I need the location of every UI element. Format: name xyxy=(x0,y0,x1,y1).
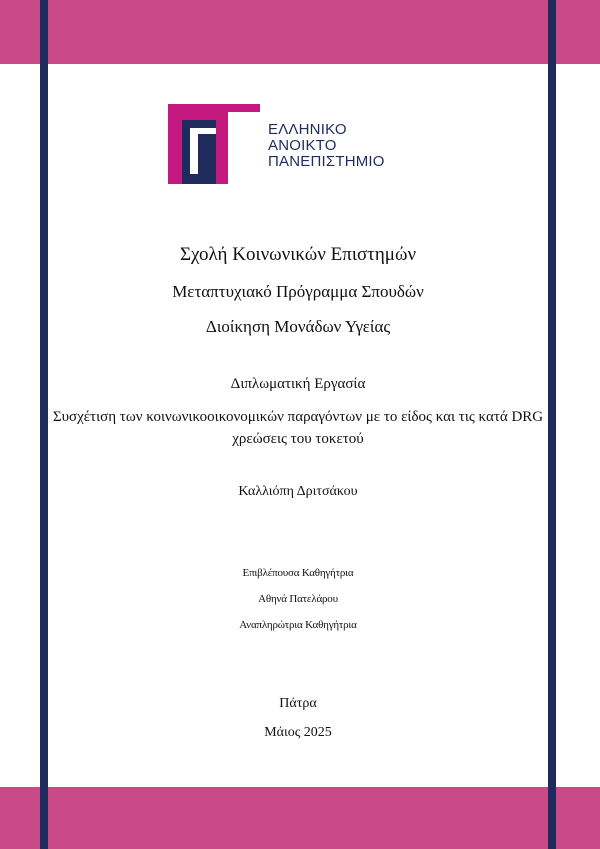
logo-mark-icon xyxy=(168,104,268,184)
top-decorative-band xyxy=(0,0,600,64)
logo-line-2: ΑΝΟΙΚΤΟ xyxy=(268,137,337,154)
logo-line-1: ΕΛΛΗΝΙΚΟ xyxy=(268,122,347,138)
thesis-type: Διπλωματική Εργασία xyxy=(230,376,366,392)
author-name: Καλλιόπη Δριτσάκου xyxy=(238,484,358,499)
specialization-name: Διοίκηση Μονάδων Υγείας xyxy=(205,317,391,336)
bottom-decorative-band xyxy=(0,787,600,849)
left-frame-line xyxy=(40,0,48,849)
university-logo xyxy=(168,104,420,184)
supervisor-role: Επιβλέπουσα Καθηγήτρια xyxy=(242,567,354,579)
logo-line-3: ΠΑΝΕΠΙΣΤΗΜΙΟ xyxy=(268,153,385,170)
date: Μάιος 2025 xyxy=(264,725,332,740)
program-name: Μεταπτυχιακό Πρόγραμμα Σπουδών xyxy=(172,282,424,301)
supervisor-name: Αθηνά Πατελάρου xyxy=(258,593,338,605)
thesis-title: Συσχέτιση των κοινωνικοοικονομικών παραγόντων με το είδος και τις κατά DRG χρεώσεις του τοκετού xyxy=(52,409,544,447)
supervisor-title: Αναπληρώτρια Καθηγήτρια xyxy=(239,619,357,631)
city: Πάτρα xyxy=(279,696,317,711)
school-name: Σχολή Κοινωνικών Επιστημών xyxy=(179,244,417,265)
right-frame-line xyxy=(548,0,556,849)
logo-text xyxy=(268,122,420,170)
